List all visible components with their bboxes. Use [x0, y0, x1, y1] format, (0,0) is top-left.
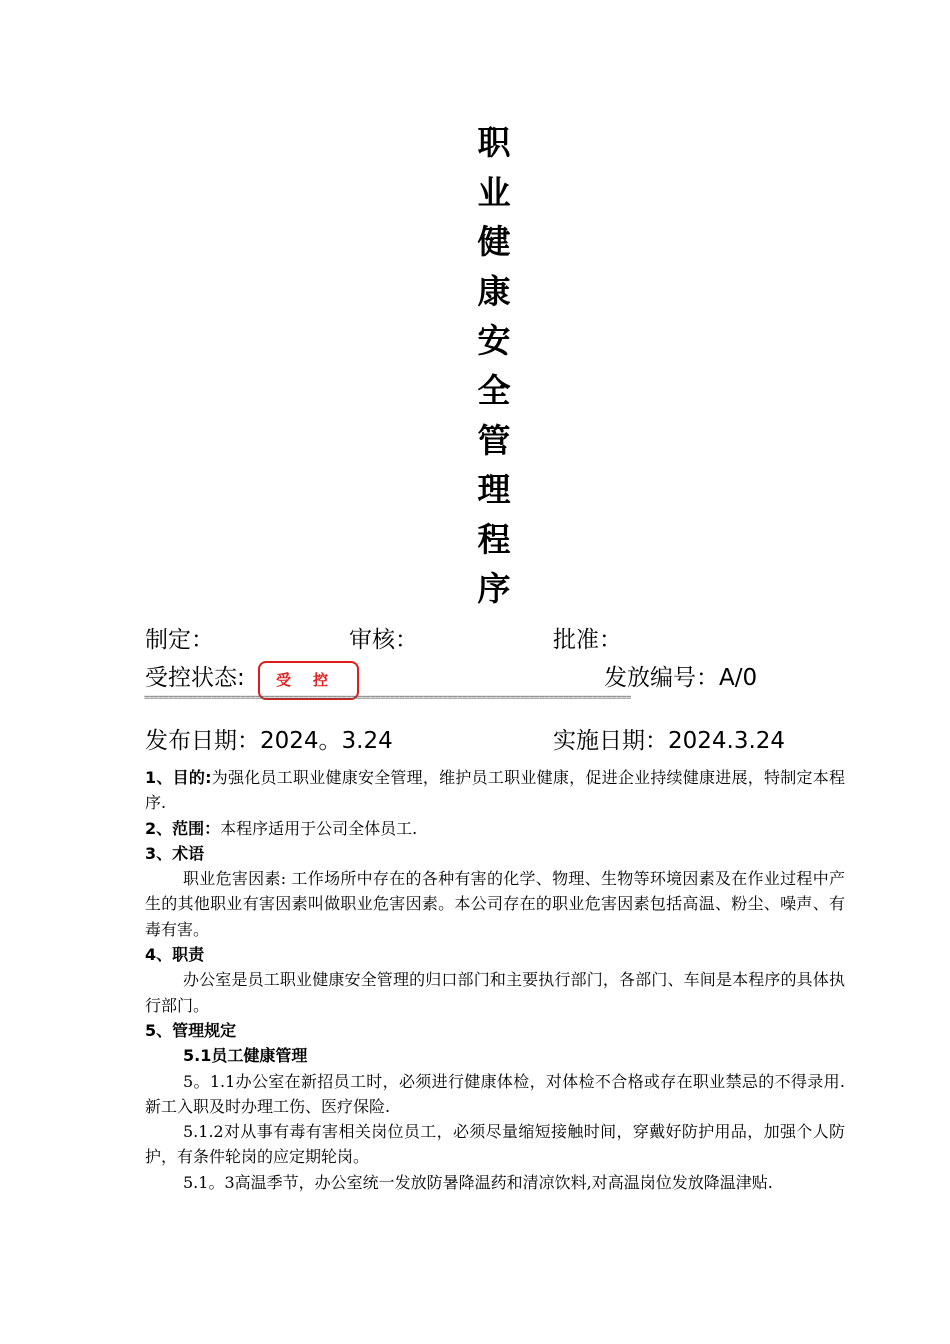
section-text: 办公室是员工职业健康安全管理的归口部门和主要执行部门，各部门、车间是本程序的具体执行部门。 [145, 970, 845, 1015]
document-body [145, 765, 845, 1195]
section-heading: 3、术语 [145, 843, 205, 863]
section-text: 职业危害因素: 工作场所中存在的各种有害的化学、物理、生物等环境因素及在作业过程中产生的其他职业有害因素叫做职业危害因素。本公司存在的职业危害因素包括高温、粉尘、噪声、有毒有害。 [145, 869, 845, 939]
title-char: 职 [477, 123, 511, 162]
stamp-char: 受 [276, 671, 292, 689]
approved-by-label: 批准： [553, 627, 622, 653]
section-heading: 2、范围： [145, 818, 221, 838]
section-text: 本程序适用于公司全体员工. [220, 818, 418, 838]
subsection-heading: 5.1员工健康管理 [183, 1046, 308, 1066]
document-title [473, 118, 515, 614]
section-heading: 1、目的: [145, 768, 212, 787]
clause-text: 5.1。3高温季节，办公室统一发放防暑降温药和清凉饮料,对高温岗位发放降温津贴. [183, 1172, 773, 1192]
title-char: 安 [477, 321, 511, 361]
stamp-char: 控 [313, 671, 329, 689]
title-char: 健 [477, 222, 511, 262]
section-scope [145, 816, 845, 841]
issue-number: 发放编号：A/0 [604, 665, 758, 691]
reviewed-by-label: 审核： [349, 627, 418, 653]
section-heading: 5、管理规定 [145, 1020, 237, 1040]
section-purpose [145, 765, 845, 816]
title-char: 业 [477, 172, 511, 212]
control-status-label: 受控状态: [145, 665, 245, 691]
separator-line: ===================================================================================================== [144, 695, 631, 701]
clause-text: 5。1.1办公室在新招员工时，必须进行健康体检，对体检不合格或存在职业禁忌的不得录用.新工入职及时办理工伤、医疗保险. [145, 1071, 845, 1116]
title-char: 序 [477, 569, 511, 609]
title-char: 理 [477, 470, 511, 510]
clause-text: 5.1.2对从事有毒有害相关岗位员工，必须尽量缩短接触时间，穿戴好防护用品，加强个人防护，有条件轮岗的应定期轮岗。 [145, 1122, 845, 1167]
title-char: 康 [477, 271, 511, 311]
section-text: 为强化员工职业健康安全管理，维护员工职业健康，促进企业持续健康进展，特制定本程序. [145, 768, 845, 813]
title-char: 管 [477, 420, 511, 460]
implement-date: 实施日期：2024.3.24 [553, 728, 786, 754]
section-heading: 4、职责 [145, 945, 205, 965]
made-by-label: 制定： [145, 627, 214, 653]
title-char: 程 [477, 519, 511, 559]
release-date: 发布日期：2024。3.24 [145, 728, 393, 754]
title-char: 全 [477, 370, 511, 410]
